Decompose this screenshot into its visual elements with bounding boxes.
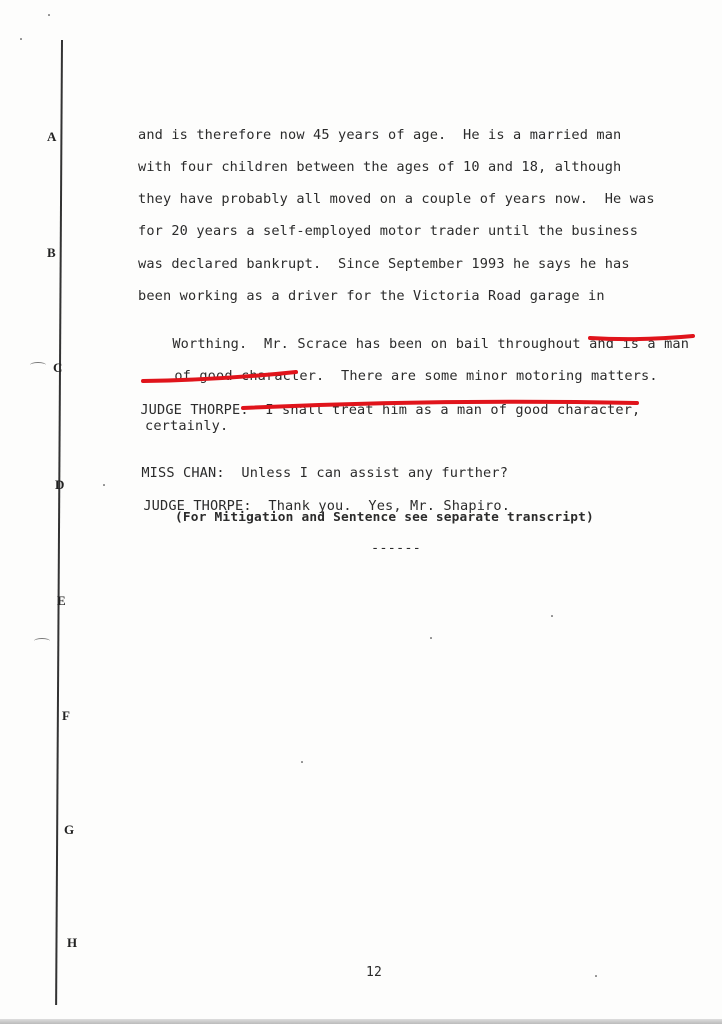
speaker-judge-thorpe: JUDGE THORPE: <box>140 402 266 418</box>
margin-letter-e: E <box>57 593 66 608</box>
transcript-line-1: and is therefore now 45 years of age. He is a married man <box>138 127 622 143</box>
line-8-text: . There are some minor motoring matters. <box>316 368 658 384</box>
scan-speck <box>20 38 22 40</box>
transcript-line-6: been working as a driver for the Victoria Road garage in <box>138 288 605 304</box>
scan-speck <box>595 975 597 977</box>
transcript-line-4: for 20 years a self-employed motor trader until the business <box>138 223 639 239</box>
judge-thorpe-text: Thank you. Yes, Mr. Shapiro. <box>268 498 511 514</box>
transcript-line-2: with four children between the ages of 10 and 18, although <box>138 159 622 175</box>
scan-speck <box>551 615 553 617</box>
speaker-judge-thorpe: JUDGE THORPE: <box>143 498 269 514</box>
margin-letter-h: H <box>67 935 78 950</box>
scan-speck <box>301 761 303 763</box>
transcript-line-3: they have probably all moved on a couple of years now. He was <box>138 191 655 207</box>
margin-letter-c: C <box>53 360 63 375</box>
mitigation-note: (For Mitigation and Sentence see separate transcript) <box>175 510 594 525</box>
page-number: 12 <box>366 965 382 980</box>
section-separator: ------ <box>371 540 422 556</box>
margin-letter-a: A <box>47 129 57 144</box>
scan-speck <box>103 484 105 486</box>
scan-speck <box>48 14 50 16</box>
miss-chan-text: Unless I can assist any further? <box>241 465 509 481</box>
transcript-line-5: was declared bankrupt. Since September 1993 he says he has <box>138 256 630 272</box>
margin-letter-f: F <box>62 708 70 723</box>
margin-letter-g: G <box>64 822 75 837</box>
judge-thorpe-continuation: certainly. <box>145 418 229 434</box>
margin-curl-mark <box>34 638 50 644</box>
line-7-text: Worthing. Mr. Scrace has been on bail throughout <box>172 336 590 352</box>
margin-rule <box>55 40 65 1005</box>
highlighted-phrase: I shall treat him as a man of good character, <box>265 402 641 418</box>
highlighted-phrase: of good character <box>174 368 317 384</box>
margin-letter-b: B <box>47 245 56 260</box>
margin-curl-mark <box>30 362 46 368</box>
highlighted-phrase: and is a man <box>589 336 690 352</box>
scan-speck <box>430 637 432 639</box>
speaker-miss-chan: MISS CHAN: <box>141 465 242 481</box>
margin-letter-d: D <box>55 477 65 492</box>
page-bottom-edge <box>0 1019 722 1024</box>
